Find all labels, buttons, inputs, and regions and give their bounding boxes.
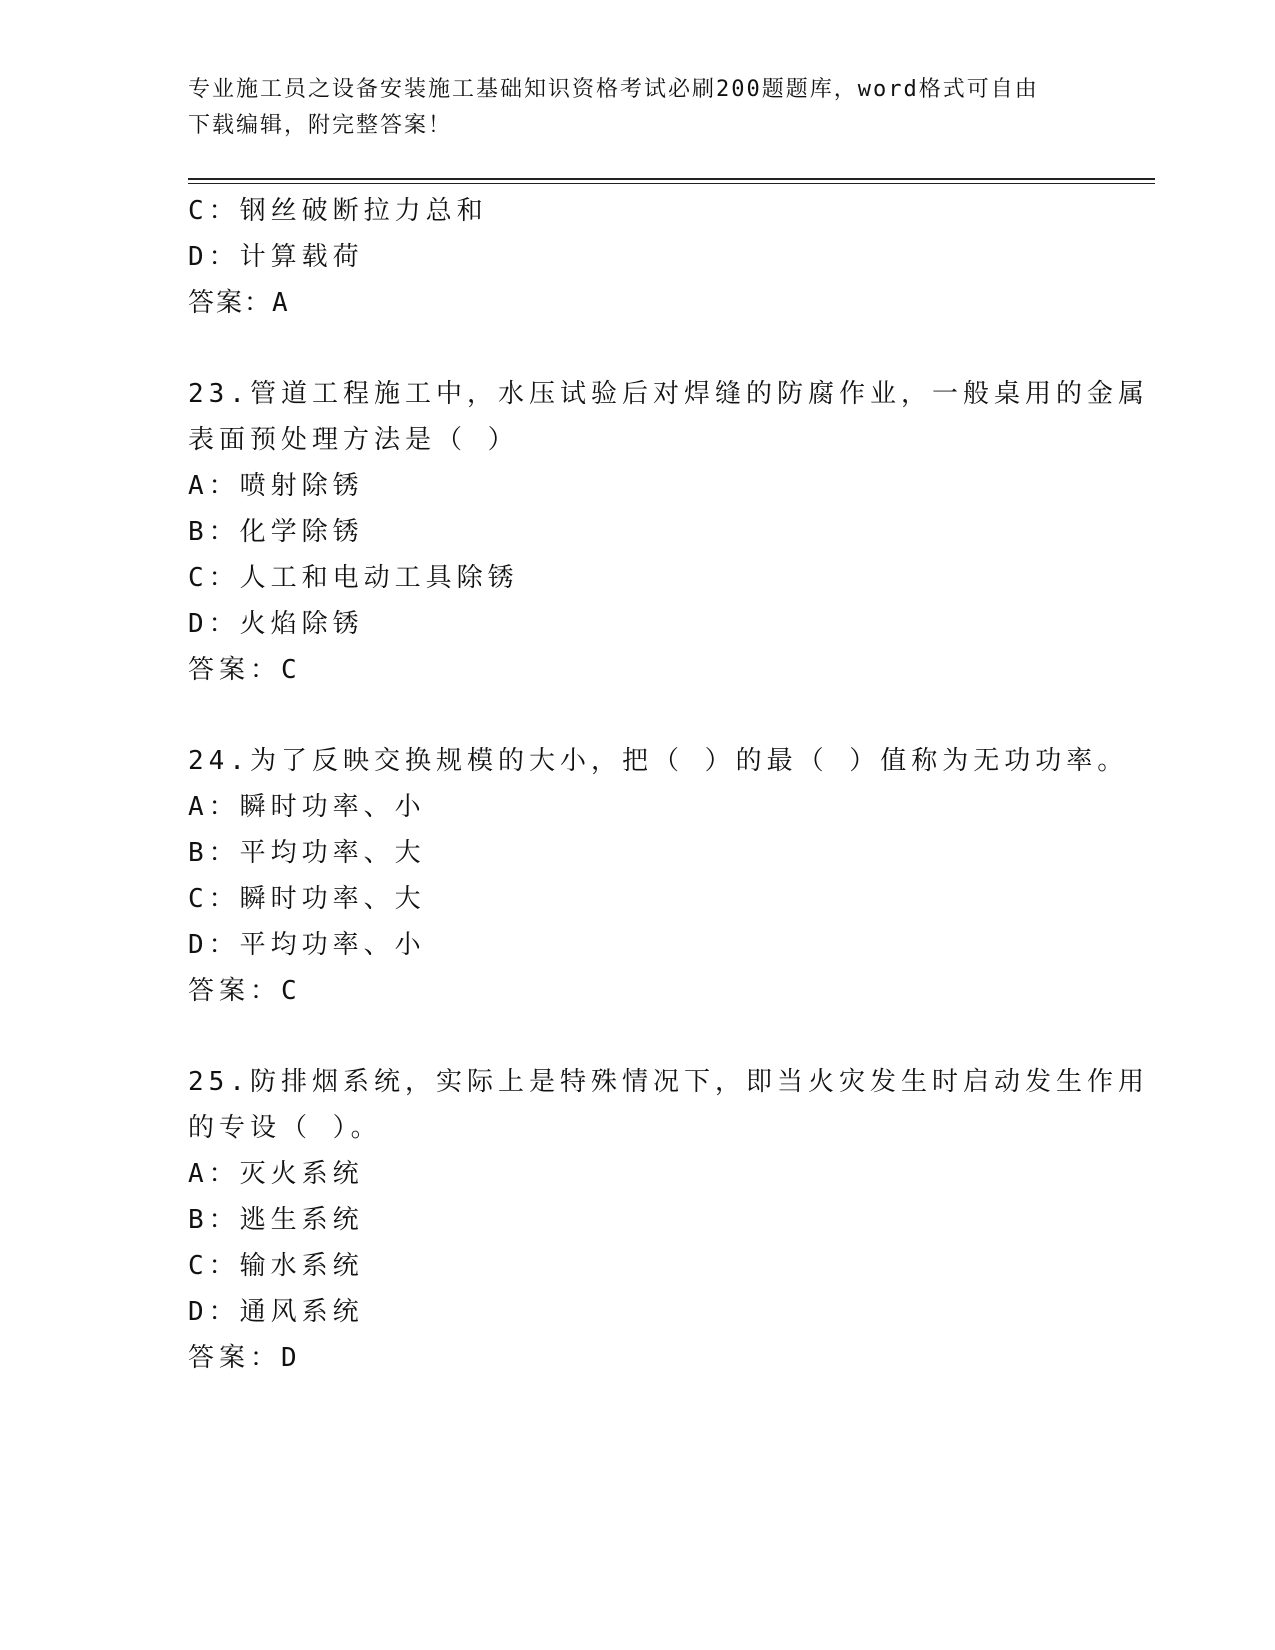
answer-line: 答案：D	[188, 1343, 302, 1373]
spacer	[188, 326, 1088, 371]
option-b: B：逃生系统	[188, 1205, 364, 1235]
spacer	[188, 693, 1088, 738]
question-text-line: 24.为了反映交换规模的大小，把（ ）的最（ ）值称为无功功率。	[188, 746, 1129, 776]
option-d: D：计算载荷	[188, 242, 364, 272]
option-a: A：喷射除锈	[188, 471, 364, 501]
option-c: C：输水系统	[188, 1251, 364, 1281]
question-24	[188, 738, 1129, 1014]
header-line-2: 下载编辑，附完整答案！	[188, 113, 453, 138]
spacer	[188, 1014, 1088, 1059]
carryover-question	[188, 188, 1088, 326]
option-c: C：瞬时功率、大	[188, 884, 426, 914]
answer-line: 答案：A	[188, 288, 290, 318]
question-25	[188, 1059, 1149, 1381]
question-23	[188, 371, 1149, 693]
header-divider-thick	[188, 178, 1155, 180]
option-b: B：平均功率、大	[188, 838, 426, 868]
option-d: D：通风系统	[188, 1297, 364, 1327]
option-c: C：人工和电动工具除锈	[188, 563, 519, 593]
answer-line: 答案：C	[188, 976, 302, 1006]
option-c: C：钢丝破断拉力总和	[188, 196, 488, 226]
document-header	[188, 72, 1068, 144]
answer-line: 答案：C	[188, 655, 302, 685]
header-line-1: 专业施工员之设备安装施工基础知识资格考试必刷200题题库，word格式可自由	[188, 77, 1039, 102]
option-d: D：平均功率、小	[188, 930, 426, 960]
option-d: D：火焰除锈	[188, 609, 364, 639]
document-body	[188, 188, 1149, 1381]
option-a: A：灭火系统	[188, 1159, 364, 1189]
option-a: A：瞬时功率、小	[188, 792, 426, 822]
option-b: B：化学除锈	[188, 517, 364, 547]
header-divider-thin	[188, 183, 1155, 184]
question-text-line: 的专设（ ）。	[188, 1113, 382, 1143]
question-text-line: 25.防排烟系统，实际上是特殊情况下，即当火灾发生时启动发生作用	[188, 1067, 1149, 1097]
question-text-line: 表面预处理方法是（ ）	[188, 425, 519, 455]
question-text-line: 23.管道工程施工中，水压试验后对焊缝的防腐作业，一般桌用的金属	[188, 379, 1149, 409]
